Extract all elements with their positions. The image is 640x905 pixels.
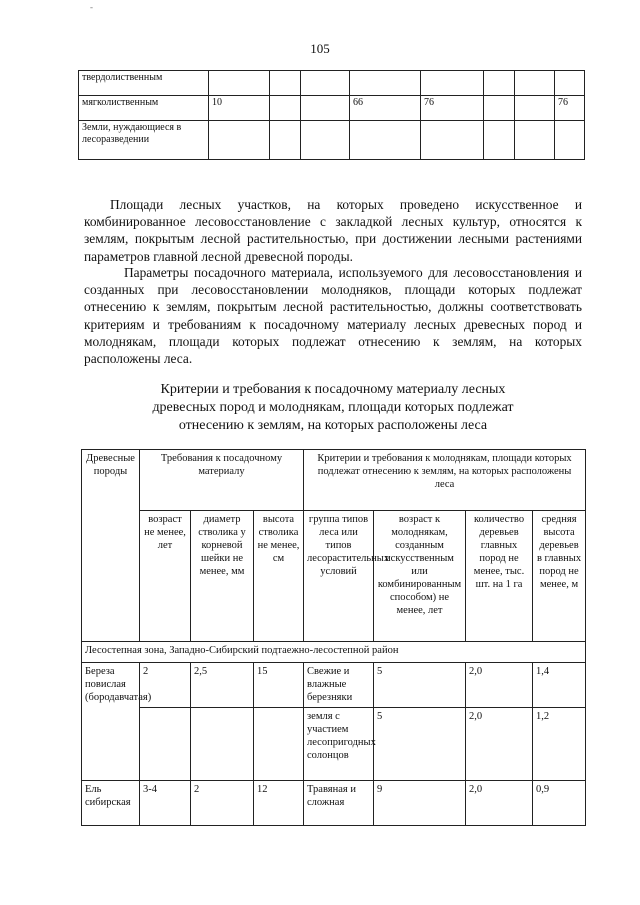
table-cell: 66 (350, 96, 421, 121)
table-row (79, 96, 585, 121)
table-cell: 12 (254, 781, 304, 826)
subheader-row (82, 511, 586, 642)
table-cell: 2 (140, 663, 191, 708)
top-table (78, 70, 585, 160)
table-cell (254, 708, 304, 781)
subheader-forest-type: группа типов леса или типов лесорастительных условий (304, 511, 374, 642)
table-cell (350, 71, 421, 96)
table-cell: 2,0 (466, 663, 533, 708)
table-cell (515, 121, 555, 160)
table-cell (421, 71, 484, 96)
table-cell (555, 121, 585, 160)
corner-mark: - (90, 2, 93, 12)
table-cell: 15 (254, 663, 304, 708)
table-cell: 2,0 (466, 708, 533, 781)
table-row (79, 71, 585, 96)
species-header: Древесные породы (82, 450, 140, 642)
subheader-height: высота стволика не менее, см (254, 511, 304, 642)
table-row (82, 663, 586, 708)
table-cell: 1,2 (533, 708, 586, 781)
criteria-title-line: отнесению к землям, на которых расположены леса (178, 418, 488, 433)
page-number: 105 (310, 41, 330, 56)
table-cell: Свежие и влажные березняки (304, 663, 374, 708)
table-cell (515, 71, 555, 96)
table-row (82, 781, 586, 826)
table-row (82, 708, 586, 781)
table-row (79, 121, 585, 160)
subheader-age: возраст не менее, лет (140, 511, 191, 642)
table-cell (484, 96, 515, 121)
subheader-diameter: диаметр стволика у корневой шейки не менее, мм (191, 511, 254, 642)
table-cell (270, 96, 301, 121)
header-row (82, 450, 586, 511)
table-cell (350, 121, 421, 160)
young-header: Критерии и требования к молоднякам, площади которых подлежат отнесению к землям, на которых расположены леса (304, 450, 586, 511)
criteria-title (84, 381, 582, 435)
table-cell (484, 121, 515, 160)
table-cell (270, 121, 301, 160)
table-cell: 9 (374, 781, 466, 826)
table-cell: 76 (421, 96, 484, 121)
table-cell (515, 96, 555, 121)
table-cell: 3-4 (140, 781, 191, 826)
species-spruce: Ель сибирская (82, 781, 140, 826)
zone-row (82, 642, 586, 663)
zone-label: Лесостепная зона, Западно-Сибирский подтаежно-лесостепной район (82, 642, 586, 663)
paragraph-1: Площади лесных участков, на которых проведено искусственное и комбинированное лесовосстановление с закладкой лесных культур, относятся к землям, покрытым лесной растительностью, при достижении лесными растениями параметров главной лесной древесной породы. (84, 197, 582, 264)
table-cell: 5 (374, 708, 466, 781)
table-cell (191, 708, 254, 781)
table-cell (270, 71, 301, 96)
subheader-avg-height: средняя высота деревьев в главных пород не менее, м (533, 511, 586, 642)
table-cell (484, 71, 515, 96)
planting-header: Требования к посадочному материалу (140, 450, 304, 511)
row-label: мягколиственным (79, 96, 209, 121)
criteria-table (81, 449, 586, 826)
table-cell: 2,0 (466, 781, 533, 826)
table-cell (555, 71, 585, 96)
table-cell: 5 (374, 663, 466, 708)
row-label: твердолиственным (79, 71, 209, 96)
row-label: Земли, нуждающиеся в лесоразведении (79, 121, 209, 160)
table-cell: земля с участием лесопригодных солонцов (304, 708, 374, 781)
table-cell: 0,9 (533, 781, 586, 826)
subheader-count: количество деревьев главных пород не менее, тыс. шт. на 1 га (466, 511, 533, 642)
table-cell (301, 71, 350, 96)
table-cell (301, 121, 350, 160)
table-cell: Травяная и сложная (304, 781, 374, 826)
criteria-title-line: древесных пород и молоднякам, площади которых подлежат (152, 400, 514, 415)
table-cell (209, 121, 270, 160)
species-birch: Береза повислая (бородавчатая) (82, 663, 140, 781)
table-cell: 10 (209, 96, 270, 121)
subheader-young-age: возраст к молоднякам, созданным искусственным или комбинированным способом) не менее, лет (374, 511, 466, 642)
table-cell: 76 (555, 96, 585, 121)
table-cell: 2 (191, 781, 254, 826)
paragraph-2: Параметры посадочного материала, используемого для лесовосстановления и созданных при лесовосстановлении молодняков, площади которых подлежат отнесению к землям, покрытым лесной растительностью, должны соответствовать критериям и требованиям к посадочному материалу лесных древесных пород и молоднякам, площади которых подлежат отнесению к землям, на которых расположены леса. (84, 265, 582, 367)
table-cell (421, 121, 484, 160)
table-cell (301, 96, 350, 121)
table-cell: 1,4 (533, 663, 586, 708)
criteria-title-line: Критерии и требования к посадочному материалу лесных (160, 382, 506, 397)
table-cell: 2,5 (191, 663, 254, 708)
table-cell (140, 708, 191, 781)
table-cell (209, 71, 270, 96)
